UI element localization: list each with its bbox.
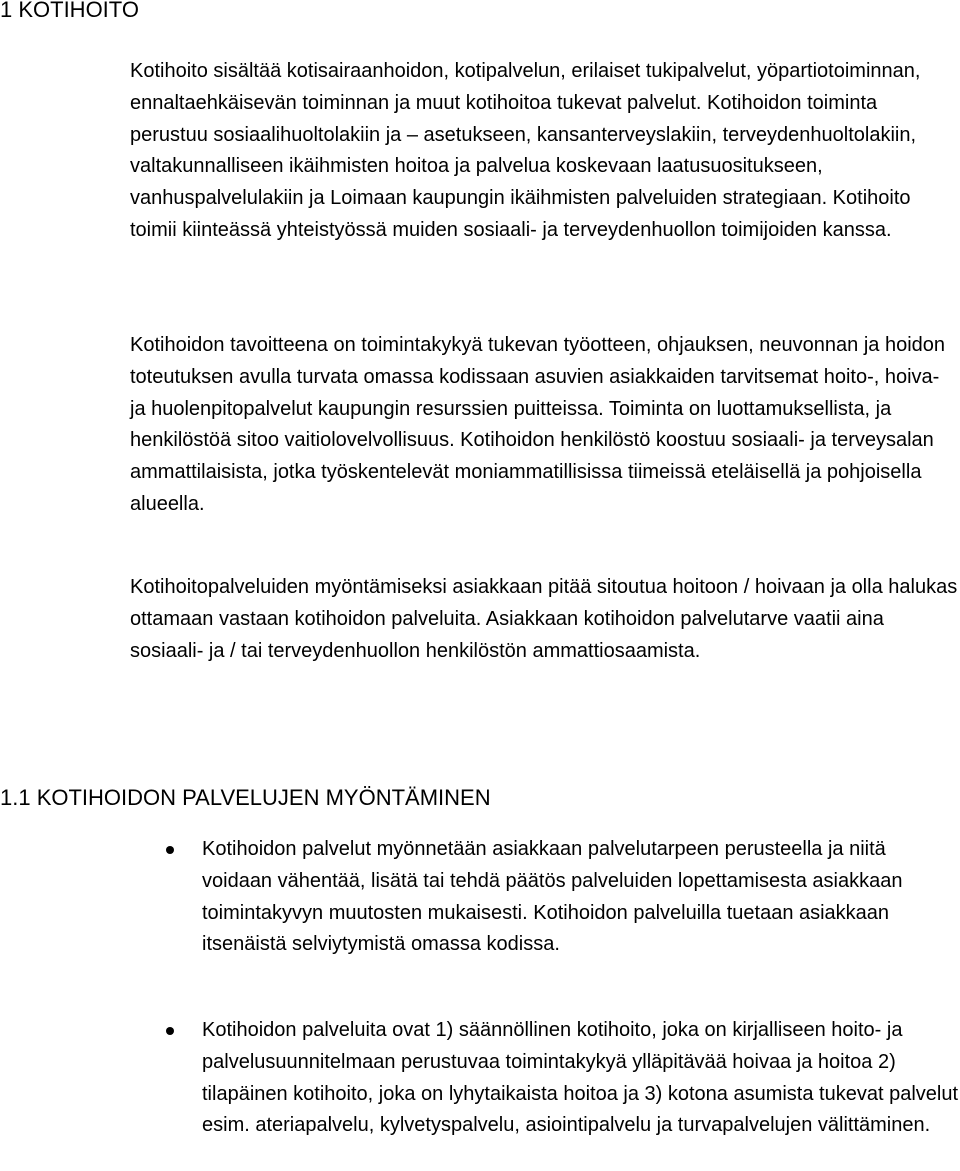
paragraph-intro: Kotihoito sisältää kotisairaanhoidon, kotipalvelun, erilaiset tukipalvelut, yöpartiotoiminnan, ennaltaehkäisevän toiminnan ja muut kotihoitoa tukevat palvelut. Kotihoidon toiminta perustuu sosiaalihuoltolakiin ja – asetukseen, kansanterveyslakiin, terveydenhuoltolakiin, valtakunnalliseen ikäihmisten hoitoa ja palvelua koskevaan laatusuositukseen, vanhuspalvelulakiin ja Loimaan kaupungin ikäihmisten palveluiden strategiaan. Kotihoito toimii kiinteässä yhteistyössä muiden sosiaali- ja terveydenhuollon toimijoiden kanssa. bbox=[130, 60, 921, 241]
bullet-text: Kotihoidon palvelut myönnetään asiakkaan palvelutarpeen perusteella ja niitä voidaan vähentää, lisätä tai tehdä päätös palveluiden lopettamisesta asiakkaan toimintakyvyn muutosten mukaisesti. Kotihoidon palveluilla tuetaan asiakkaan itsenäistä selviytymistä omassa kodissa. bbox=[202, 838, 903, 956]
paragraph-goals: Kotihoidon tavoitteena on toimintakykyä tukevan työotteen, ohjauksen, neuvonnan ja hoidon toteutuksen avulla turvata omassa kodissaan asuvien asiakkaiden tarvitsemat hoito-, hoiva- ja huolenpitopalvelut kaupungin resurssien puitteissa. Toiminta on luottamuksellista, ja henkilöstöä sitoo vaitiolovelvollisuus. Kotihoidon henkilöstö koostuu sosiaali- ja terveysalan ammattilaisista, jotka työskentelevät moniammatillisissa tiimeissä eteläisellä ja pohjoisella alueella. bbox=[130, 334, 946, 515]
bullet-icon bbox=[166, 1027, 174, 1035]
bullet-text: Kotihoidon palveluita ovat 1) säännöllinen kotihoito, joka on kirjalliseen hoito- ja palvelusuunnitelmaan perustuvaa toimintakykyä ylläpitävää hoivaa ja hoitoa 2) tilapäinen kotihoito, joka on lyhytaikaista hoitoa ja 3) kotona asumista tukevat palvelut esim. ateriapalvelu, kylvetyspalvelu, asiointipalvelu ja turvapalvelujen välittäminen. bbox=[202, 1019, 959, 1137]
paragraph-eligibility: Kotihoitopalveluiden myöntämiseksi asiakkaan pitää sitoutua hoitoon / hoivaan ja olla halukas ottamaan vastaan kotihoidon palveluita. Asiakkaan kotihoidon palvelutarve vaatii aina sosiaali- ja / tai terveydenhuollon henkilöstön ammattiosaamista. bbox=[130, 576, 958, 662]
bullet-icon bbox=[166, 846, 174, 854]
subsection-heading: 1.1 KOTIHOIDON PALVELUJEN MYÖNTÄMINEN bbox=[0, 785, 491, 810]
section-heading: 1 KOTIHOITO bbox=[0, 0, 139, 22]
